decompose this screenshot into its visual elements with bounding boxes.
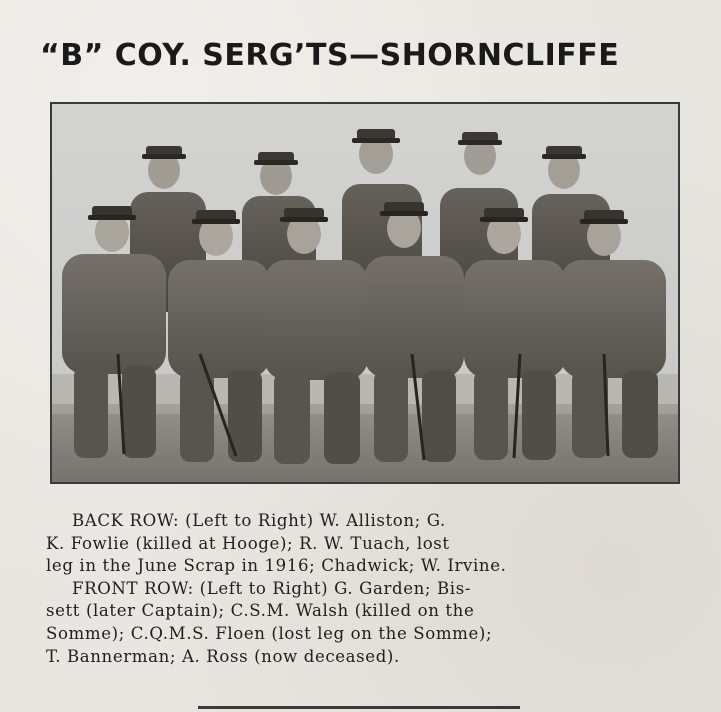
sergeants-group-photo-illustration bbox=[52, 104, 678, 482]
caption-line: leg in the June Scrap in 1916; Chadwick; W. Irvine. bbox=[46, 556, 507, 576]
bottom-rule bbox=[198, 706, 520, 709]
article-title: “B” COY. SERG’TS—SHORNCLIFFE bbox=[40, 38, 620, 73]
caption-line: T. Bannerman; A. Ross (now deceased). bbox=[46, 646, 400, 666]
caption-line: BACK ROW: (Left to Right) W. Alliston; G. bbox=[72, 511, 446, 530]
caption-line: sett (later Captain); C.S.M. Walsh (killed on the bbox=[46, 601, 475, 621]
caption-line: K. Fowlie (killed at Hooge); R. W. Tuach, lost bbox=[46, 533, 450, 553]
group-photograph bbox=[50, 102, 680, 484]
caption-line: Somme); C.Q.M.S. Floen (lost leg on the Somme); bbox=[46, 623, 493, 643]
photo-caption bbox=[46, 510, 678, 668]
caption-line: FRONT ROW: (Left to Right) G. Garden; Bis- bbox=[72, 578, 472, 598]
